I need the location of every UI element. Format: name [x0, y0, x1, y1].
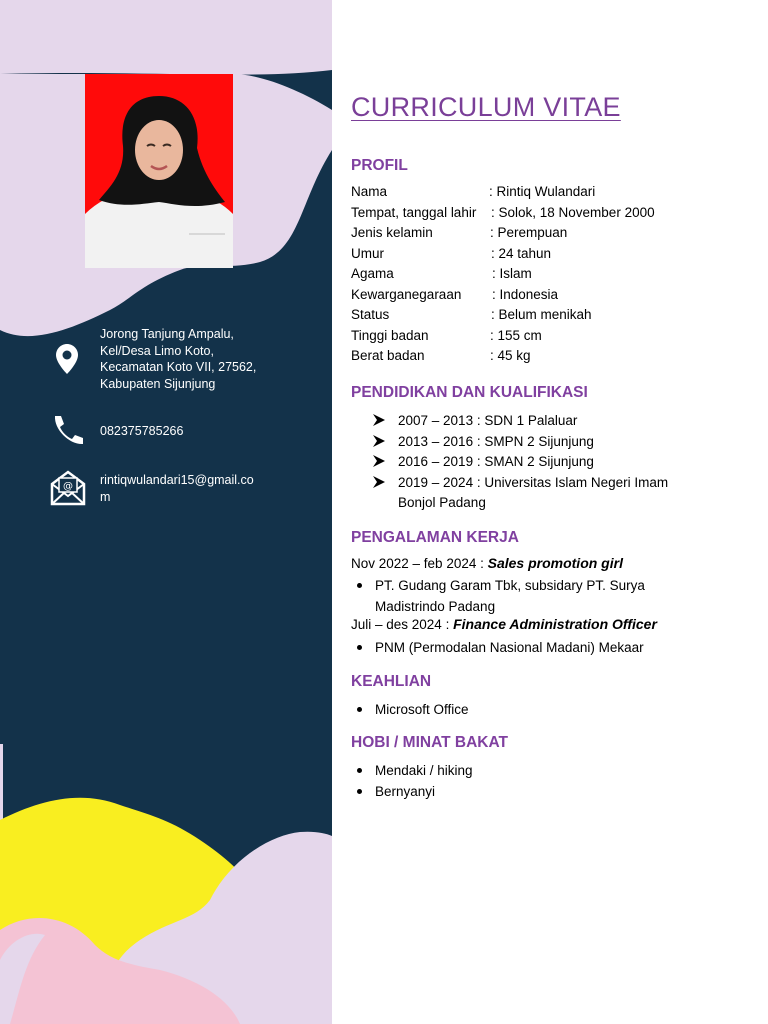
- profil-label: Nama: [351, 184, 388, 199]
- job-period-line: [351, 616, 657, 632]
- address-line: Kel/Desa Limo Koto,: [100, 343, 214, 358]
- skill-text: Microsoft Office: [375, 702, 469, 717]
- hobi-heading: HOBI / MINAT BAKAT: [351, 734, 508, 751]
- profile-photo: [85, 74, 233, 268]
- profil-label: Jenis kelamin: [351, 225, 433, 240]
- address-text: [100, 326, 256, 392]
- email-line: rintiqwulandari15@gmail.co: [100, 473, 254, 487]
- job-period: Juli – des 2024 :: [351, 617, 454, 632]
- profil-row: [351, 307, 592, 322]
- phone-text: 082375785266: [100, 424, 184, 438]
- keahlian-heading: KEAHLIAN: [351, 673, 432, 690]
- pengalaman-heading: PENGALAMAN KERJA: [351, 529, 519, 546]
- bullet-icon: [357, 583, 362, 588]
- arrow-bullet-icon: [373, 414, 385, 429]
- profil-value: : Belum menikah: [491, 307, 592, 322]
- address-line: Kecamatan Koto VII, 27562,: [100, 360, 257, 374]
- education-text: 2019 – 2024 : Universitas Islam Negeri Imam Bonjol Padang: [398, 474, 669, 510]
- profil-label: Berat badan: [351, 348, 425, 363]
- profil-value: : Perempuan: [490, 225, 568, 240]
- profil-label: Agama: [351, 266, 394, 281]
- job-company: PT. Gudang Garam Tbk, subsidary PT. Surya Madistrindo Padang: [375, 578, 645, 614]
- profil-row: [351, 225, 568, 240]
- profil-label: Tinggi badan: [351, 327, 429, 343]
- profil-heading: PROFIL: [351, 157, 408, 174]
- education-text: 2013 – 2016 : SMPN 2 Sijunjung: [398, 433, 594, 449]
- education-text: 2016 – 2019 : SMAN 2 Sijunjung: [398, 454, 594, 469]
- bullet-icon: [357, 768, 362, 773]
- arrow-bullet-icon: [373, 435, 385, 450]
- profil-row: [351, 286, 559, 302]
- profil-row: [351, 348, 531, 363]
- bullet-icon: [357, 645, 362, 650]
- page-title: CURRICULUM VITAE: [351, 92, 621, 122]
- profil-value: : 24 tahun: [491, 245, 552, 261]
- profil-value: : 45 kg: [490, 348, 531, 363]
- profil-value: : Islam: [492, 266, 532, 281]
- education-text: 2007 – 2013 : SDN 1 Palaluar: [398, 413, 578, 428]
- job-period: Nov 2022 – feb 2024 :: [351, 556, 488, 571]
- address-line: Jorong Tanjung Ampalu,: [100, 327, 234, 341]
- hobby-text: Bernyanyi: [375, 783, 436, 799]
- bullet-icon: [357, 707, 362, 712]
- profil-value: : 155 cm: [490, 327, 542, 343]
- arrow-bullet-icon: [373, 455, 385, 470]
- arrow-bullet-icon: [373, 476, 385, 491]
- profil-value: : Indonesia: [492, 286, 559, 302]
- location-pin-icon: [56, 344, 78, 379]
- profil-label: Status: [351, 307, 390, 322]
- profil-row: [351, 327, 542, 343]
- profil-value: : Rintiq Wulandari: [489, 184, 596, 199]
- address-line: Kabupaten Sijunjung: [100, 376, 216, 391]
- job-role: Finance Administration Officer: [453, 616, 657, 632]
- sidebar: [0, 0, 332, 1024]
- email-line: m: [100, 489, 111, 504]
- profil-label: Umur: [351, 245, 384, 261]
- bullet-icon: [357, 789, 362, 794]
- email-icon: [50, 470, 86, 511]
- email-text: [100, 472, 254, 505]
- profil-row: [351, 245, 552, 261]
- job-company: PNM (Permodalan Nasional Madani) Mekaar: [375, 639, 644, 655]
- hobby-text: Mendaki / hiking: [375, 763, 473, 778]
- job-period-line: [351, 555, 623, 571]
- svg-text:@: @: [63, 481, 73, 492]
- pendidikan-heading: PENDIDIKAN DAN KUALIFIKASI: [351, 384, 588, 401]
- phone-icon: [50, 414, 86, 451]
- profil-row: [351, 266, 532, 281]
- profil-label: Kewarganegaraan: [351, 286, 462, 302]
- profil-row: [351, 184, 596, 199]
- profil-row: [351, 204, 655, 220]
- profil-value: : Solok, 18 November 2000: [491, 204, 655, 220]
- job-role: Sales promotion girl: [487, 555, 623, 571]
- profil-label: Tempat, tanggal lahir: [351, 204, 477, 220]
